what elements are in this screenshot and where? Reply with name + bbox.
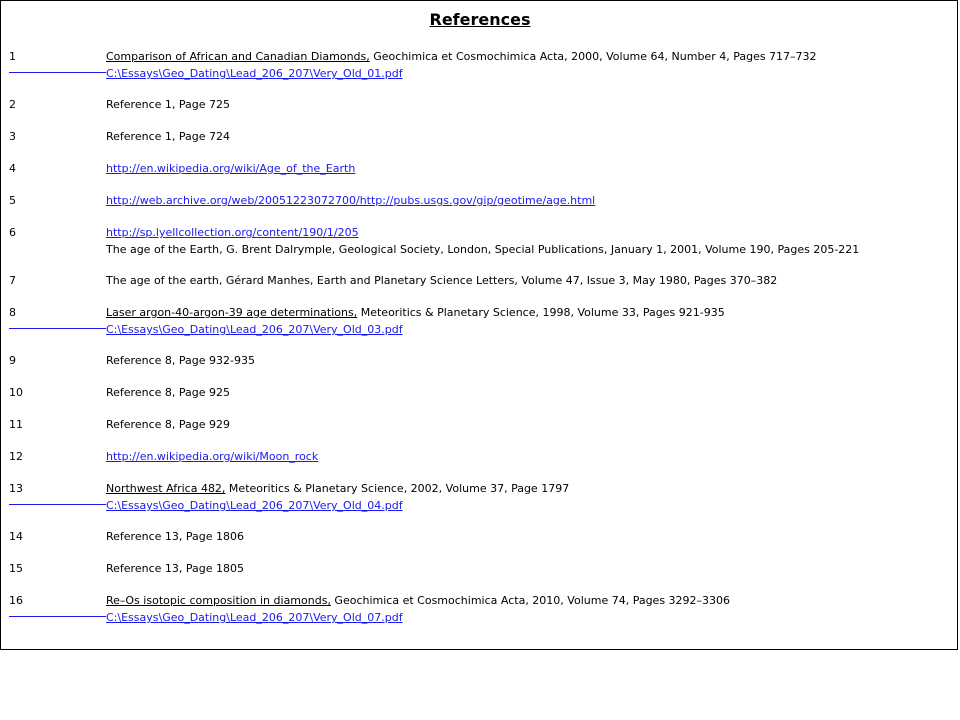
reference-body (106, 304, 956, 338)
reference-title: Northwest Africa 482, (106, 482, 226, 495)
reference-number: 11 (9, 418, 23, 431)
reference-file-link[interactable]: C:\Essays\Geo_Dating\Lead_206_207\Very_Old_07.pdf (106, 611, 403, 624)
reference-file-link[interactable]: C:\Essays\Geo_Dating\Lead_206_207\Very_Old_03.pdf (106, 323, 403, 336)
reference-link[interactable]: http://en.wikipedia.org/wiki/Moon_rock (106, 450, 319, 463)
reference-citation: Reference 13, Page 1806 (106, 530, 244, 543)
reference-citation: The age of the earth, Gérard Manhes, Earth and Planetary Science Letters, Volume 47, Issue 3, May 1980, Pages 370–382 (106, 274, 778, 287)
reference-link[interactable]: http://sp.lyellcollection.org/content/190/1/205 (106, 226, 359, 239)
reference-body (106, 192, 956, 209)
reference-body (106, 128, 956, 145)
link-underline-rule (9, 72, 106, 73)
reference-number: 16 (9, 594, 23, 607)
reference-number: 5 (9, 194, 16, 207)
reference-citation: Geochimica et Cosmochimica Acta, 2000, Volume 64, Number 4, Pages 717–732 (369, 50, 817, 63)
reference-body (106, 224, 956, 258)
reference-body (106, 416, 956, 433)
reference-file-link[interactable]: C:\Essays\Geo_Dating\Lead_206_207\Very_Old_04.pdf (106, 499, 403, 512)
reference-body (106, 448, 956, 465)
reference-body (106, 48, 956, 82)
link-underline-rule (9, 328, 106, 329)
reference-title: Re–Os isotopic composition in diamonds, (106, 594, 331, 607)
reference-citation: Meteoritics & Planetary Science, 1998, Volume 33, Pages 921-935 (357, 306, 725, 319)
reference-body (106, 96, 956, 113)
reference-citation: The age of the Earth, G. Brent Dalrymple, Geological Society, London, Special Publications, January 1, 2001, Volume 190, Pages 205-221 (106, 243, 860, 256)
reference-number: 9 (9, 354, 16, 367)
reference-number: 4 (9, 162, 16, 175)
reference-citation: Reference 8, Page 932-935 (106, 354, 255, 367)
reference-title: Laser argon-40-argon-39 age determinations, (106, 306, 358, 319)
reference-body (106, 352, 956, 369)
reference-body (106, 592, 956, 626)
link-underline-rule (9, 616, 106, 617)
reference-number: 14 (9, 530, 23, 543)
reference-number: 6 (9, 226, 16, 239)
reference-body (106, 272, 956, 289)
reference-citation: Reference 8, Page 929 (106, 418, 231, 431)
reference-citation: Geochimica et Cosmochimica Acta, 2010, Volume 74, Pages 3292–3306 (330, 594, 731, 607)
reference-link[interactable]: http://en.wikipedia.org/wiki/Age_of_the_Earth (106, 162, 356, 175)
reference-citation: Meteoritics & Planetary Science, 2002, Volume 37, Page 1797 (225, 482, 570, 495)
reference-number: 8 (9, 306, 16, 319)
reference-body (106, 160, 956, 177)
reference-number: 3 (9, 130, 16, 143)
link-underline-rule (9, 504, 106, 505)
reference-body (106, 480, 956, 514)
reference-number: 15 (9, 562, 23, 575)
reference-citation: Reference 1, Page 725 (106, 98, 231, 111)
reference-number: 1 (9, 50, 16, 63)
reference-title: Comparison of African and Canadian Diamonds, (106, 50, 370, 63)
reference-link[interactable]: http://web.archive.org/web/20051223072700/http://pubs.usgs.gov/gip/geotime/age.html (106, 194, 596, 207)
reference-number: 13 (9, 482, 23, 495)
reference-file-link[interactable]: C:\Essays\Geo_Dating\Lead_206_207\Very_Old_01.pdf (106, 67, 403, 80)
reference-body (106, 528, 956, 545)
reference-body (106, 384, 956, 401)
reference-number: 10 (9, 386, 23, 399)
reference-number: 12 (9, 450, 23, 463)
reference-citation: Reference 13, Page 1805 (106, 562, 244, 575)
reference-number: 2 (9, 98, 16, 111)
reference-citation: Reference 1, Page 724 (106, 130, 231, 143)
page-title: References (429, 10, 531, 29)
reference-body (106, 560, 956, 577)
reference-number: 7 (9, 274, 16, 287)
reference-citation: Reference 8, Page 925 (106, 386, 231, 399)
